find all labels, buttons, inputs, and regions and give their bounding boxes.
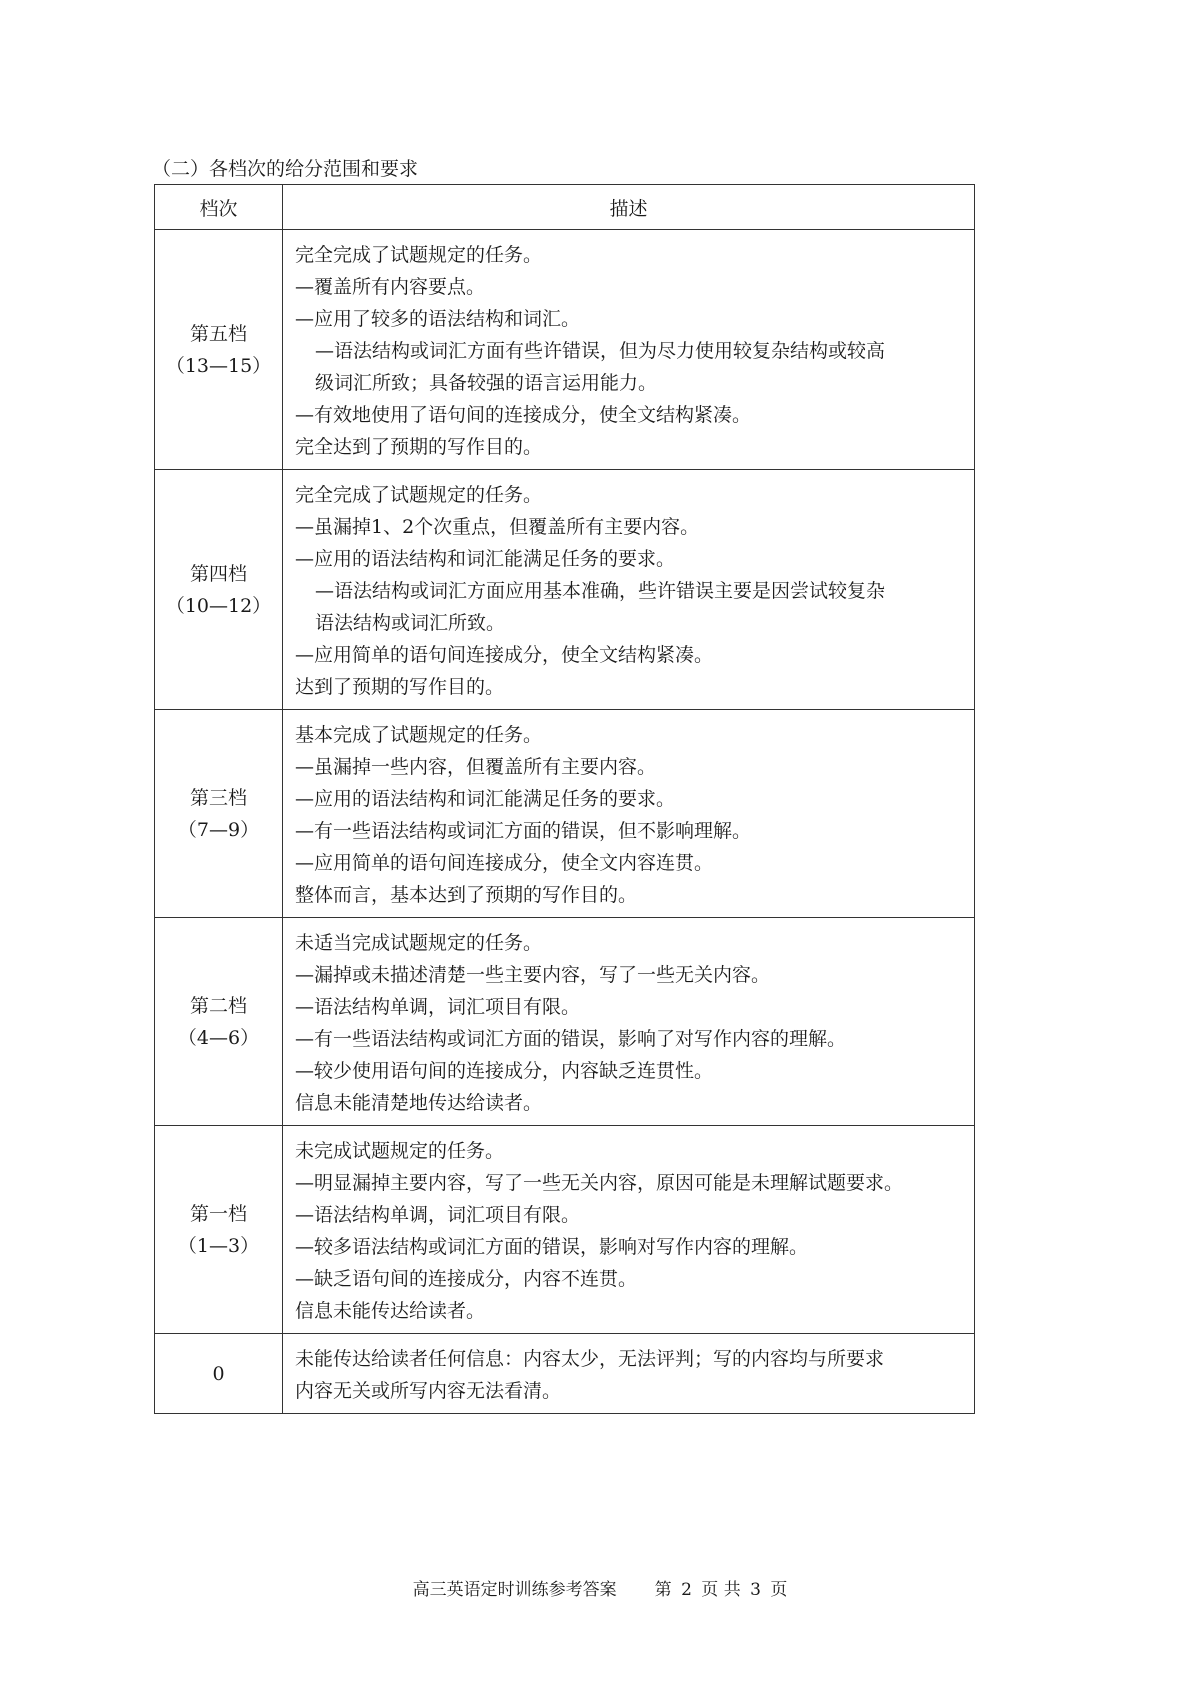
footer-page-suffix: 页 xyxy=(770,1580,788,1600)
description-line: 未能传达给读者任何信息：内容太少，无法评判；写的内容均与所要求 xyxy=(295,1348,885,1370)
description-line: —有一些语法结构或词汇方面的错误，影响了对写作内容的理解。 xyxy=(295,1028,847,1050)
description-line: 未适当完成试题规定的任务。 xyxy=(295,932,543,954)
description-line: —有效地使用了语句间的连接成分，使全文结构紧凑。 xyxy=(295,404,752,426)
level-cell xyxy=(155,710,283,918)
level-range: （13—15） xyxy=(165,354,272,377)
level-range: （7—9） xyxy=(177,818,260,841)
page-footer xyxy=(0,1575,1200,1600)
description-line: —缺乏语句间的连接成分，内容不连贯。 xyxy=(295,1268,638,1290)
table-row xyxy=(155,918,975,1126)
description-line: —有一些语法结构或词汇方面的错误，但不影响理解。 xyxy=(295,820,752,842)
description-line: —漏掉或未描述清楚一些主要内容，写了一些无关内容。 xyxy=(295,964,771,986)
description-line: 信息未能清楚地传达给读者。 xyxy=(295,1092,543,1114)
table-header-row xyxy=(155,185,975,230)
description-line: 完全完成了试题规定的任务。 xyxy=(295,484,543,506)
description-line: —较多语法结构或词汇方面的错误，影响对写作内容的理解。 xyxy=(295,1236,809,1258)
description-line: 整体而言，基本达到了预期的写作目的。 xyxy=(295,884,638,906)
description-cell xyxy=(283,710,975,918)
description-cell xyxy=(283,918,975,1126)
scoring-rubric-table xyxy=(154,184,975,1414)
description-line: 级词汇所致；具备较强的语言运用能力。 xyxy=(315,372,658,394)
description-line: 信息未能传达给读者。 xyxy=(295,1300,486,1322)
level-name: 第二档 xyxy=(189,994,247,1017)
table-row xyxy=(155,470,975,710)
level-cell xyxy=(155,1126,283,1334)
level-cell xyxy=(155,230,283,470)
description-cell xyxy=(283,230,975,470)
description-line: —语法结构或词汇方面应用基本准确，些许错误主要是因尝试较复杂 xyxy=(315,580,886,602)
footer-page-mid: 页 共 xyxy=(701,1580,741,1600)
footer-page-number: 2 xyxy=(681,1580,692,1600)
description-line: 基本完成了试题规定的任务。 xyxy=(295,724,543,746)
level-name: 0 xyxy=(212,1362,225,1385)
level-cell xyxy=(155,470,283,710)
level-cell xyxy=(155,1334,283,1414)
description-line: —较少使用语句间的连接成分，内容缺乏连贯性。 xyxy=(295,1060,714,1082)
section-title: （二）各档次的给分范围和要求 xyxy=(152,158,419,180)
description-line: —应用的语法结构和词汇能满足任务的要求。 xyxy=(295,548,676,570)
description-cell xyxy=(283,470,975,710)
description-line: —应用的语法结构和词汇能满足任务的要求。 xyxy=(295,788,676,810)
description-line: 完全完成了试题规定的任务。 xyxy=(295,244,543,266)
description-cell xyxy=(283,1126,975,1334)
table-row xyxy=(155,1126,975,1334)
level-range: （4—6） xyxy=(177,1026,260,1049)
footer-doc-title: 高三英语定时训练参考答案 xyxy=(412,1580,617,1600)
level-range: （1—3） xyxy=(177,1234,260,1257)
description-line: 语法结构或词汇所致。 xyxy=(315,612,506,634)
description-line: —应用了较多的语法结构和词汇。 xyxy=(295,308,581,330)
description-line: —应用简单的语句间连接成分，使全文内容连贯。 xyxy=(295,852,714,874)
description-line: —语法结构单调，词汇项目有限。 xyxy=(295,996,581,1018)
description-cell xyxy=(283,1334,975,1414)
level-name: 第五档 xyxy=(189,322,247,345)
description-line: 未完成试题规定的任务。 xyxy=(295,1140,505,1162)
level-cell xyxy=(155,918,283,1126)
header-description: 描述 xyxy=(283,185,975,230)
level-range: （10—12） xyxy=(165,594,272,617)
header-level: 档次 xyxy=(155,185,283,230)
description-line: 达到了预期的写作目的。 xyxy=(295,676,505,698)
table-row xyxy=(155,230,975,470)
description-line: 完全达到了预期的写作目的。 xyxy=(295,436,543,458)
description-line: —虽漏掉1、2个次重点，但覆盖所有主要内容。 xyxy=(295,516,700,538)
table-row xyxy=(155,1334,975,1414)
description-line: 内容无关或所写内容无法看清。 xyxy=(295,1380,562,1402)
level-name: 第四档 xyxy=(189,562,247,585)
description-line: —覆盖所有内容要点。 xyxy=(295,276,486,298)
table-row xyxy=(155,710,975,918)
footer-page-prefix: 第 xyxy=(654,1580,672,1600)
level-name: 第一档 xyxy=(189,1202,247,1225)
footer-page-total: 3 xyxy=(750,1580,761,1600)
description-line: —明显漏掉主要内容，写了一些无关内容，原因可能是未理解试题要求。 xyxy=(295,1172,904,1194)
description-line: —应用简单的语句间连接成分，使全文结构紧凑。 xyxy=(295,644,714,666)
description-line: —虽漏掉一些内容，但覆盖所有主要内容。 xyxy=(295,756,657,778)
description-line: —语法结构或词汇方面有些许错误，但为尽力使用较复杂结构或较高 xyxy=(315,340,886,362)
description-line: —语法结构单调，词汇项目有限。 xyxy=(295,1204,581,1226)
level-name: 第三档 xyxy=(189,786,247,809)
